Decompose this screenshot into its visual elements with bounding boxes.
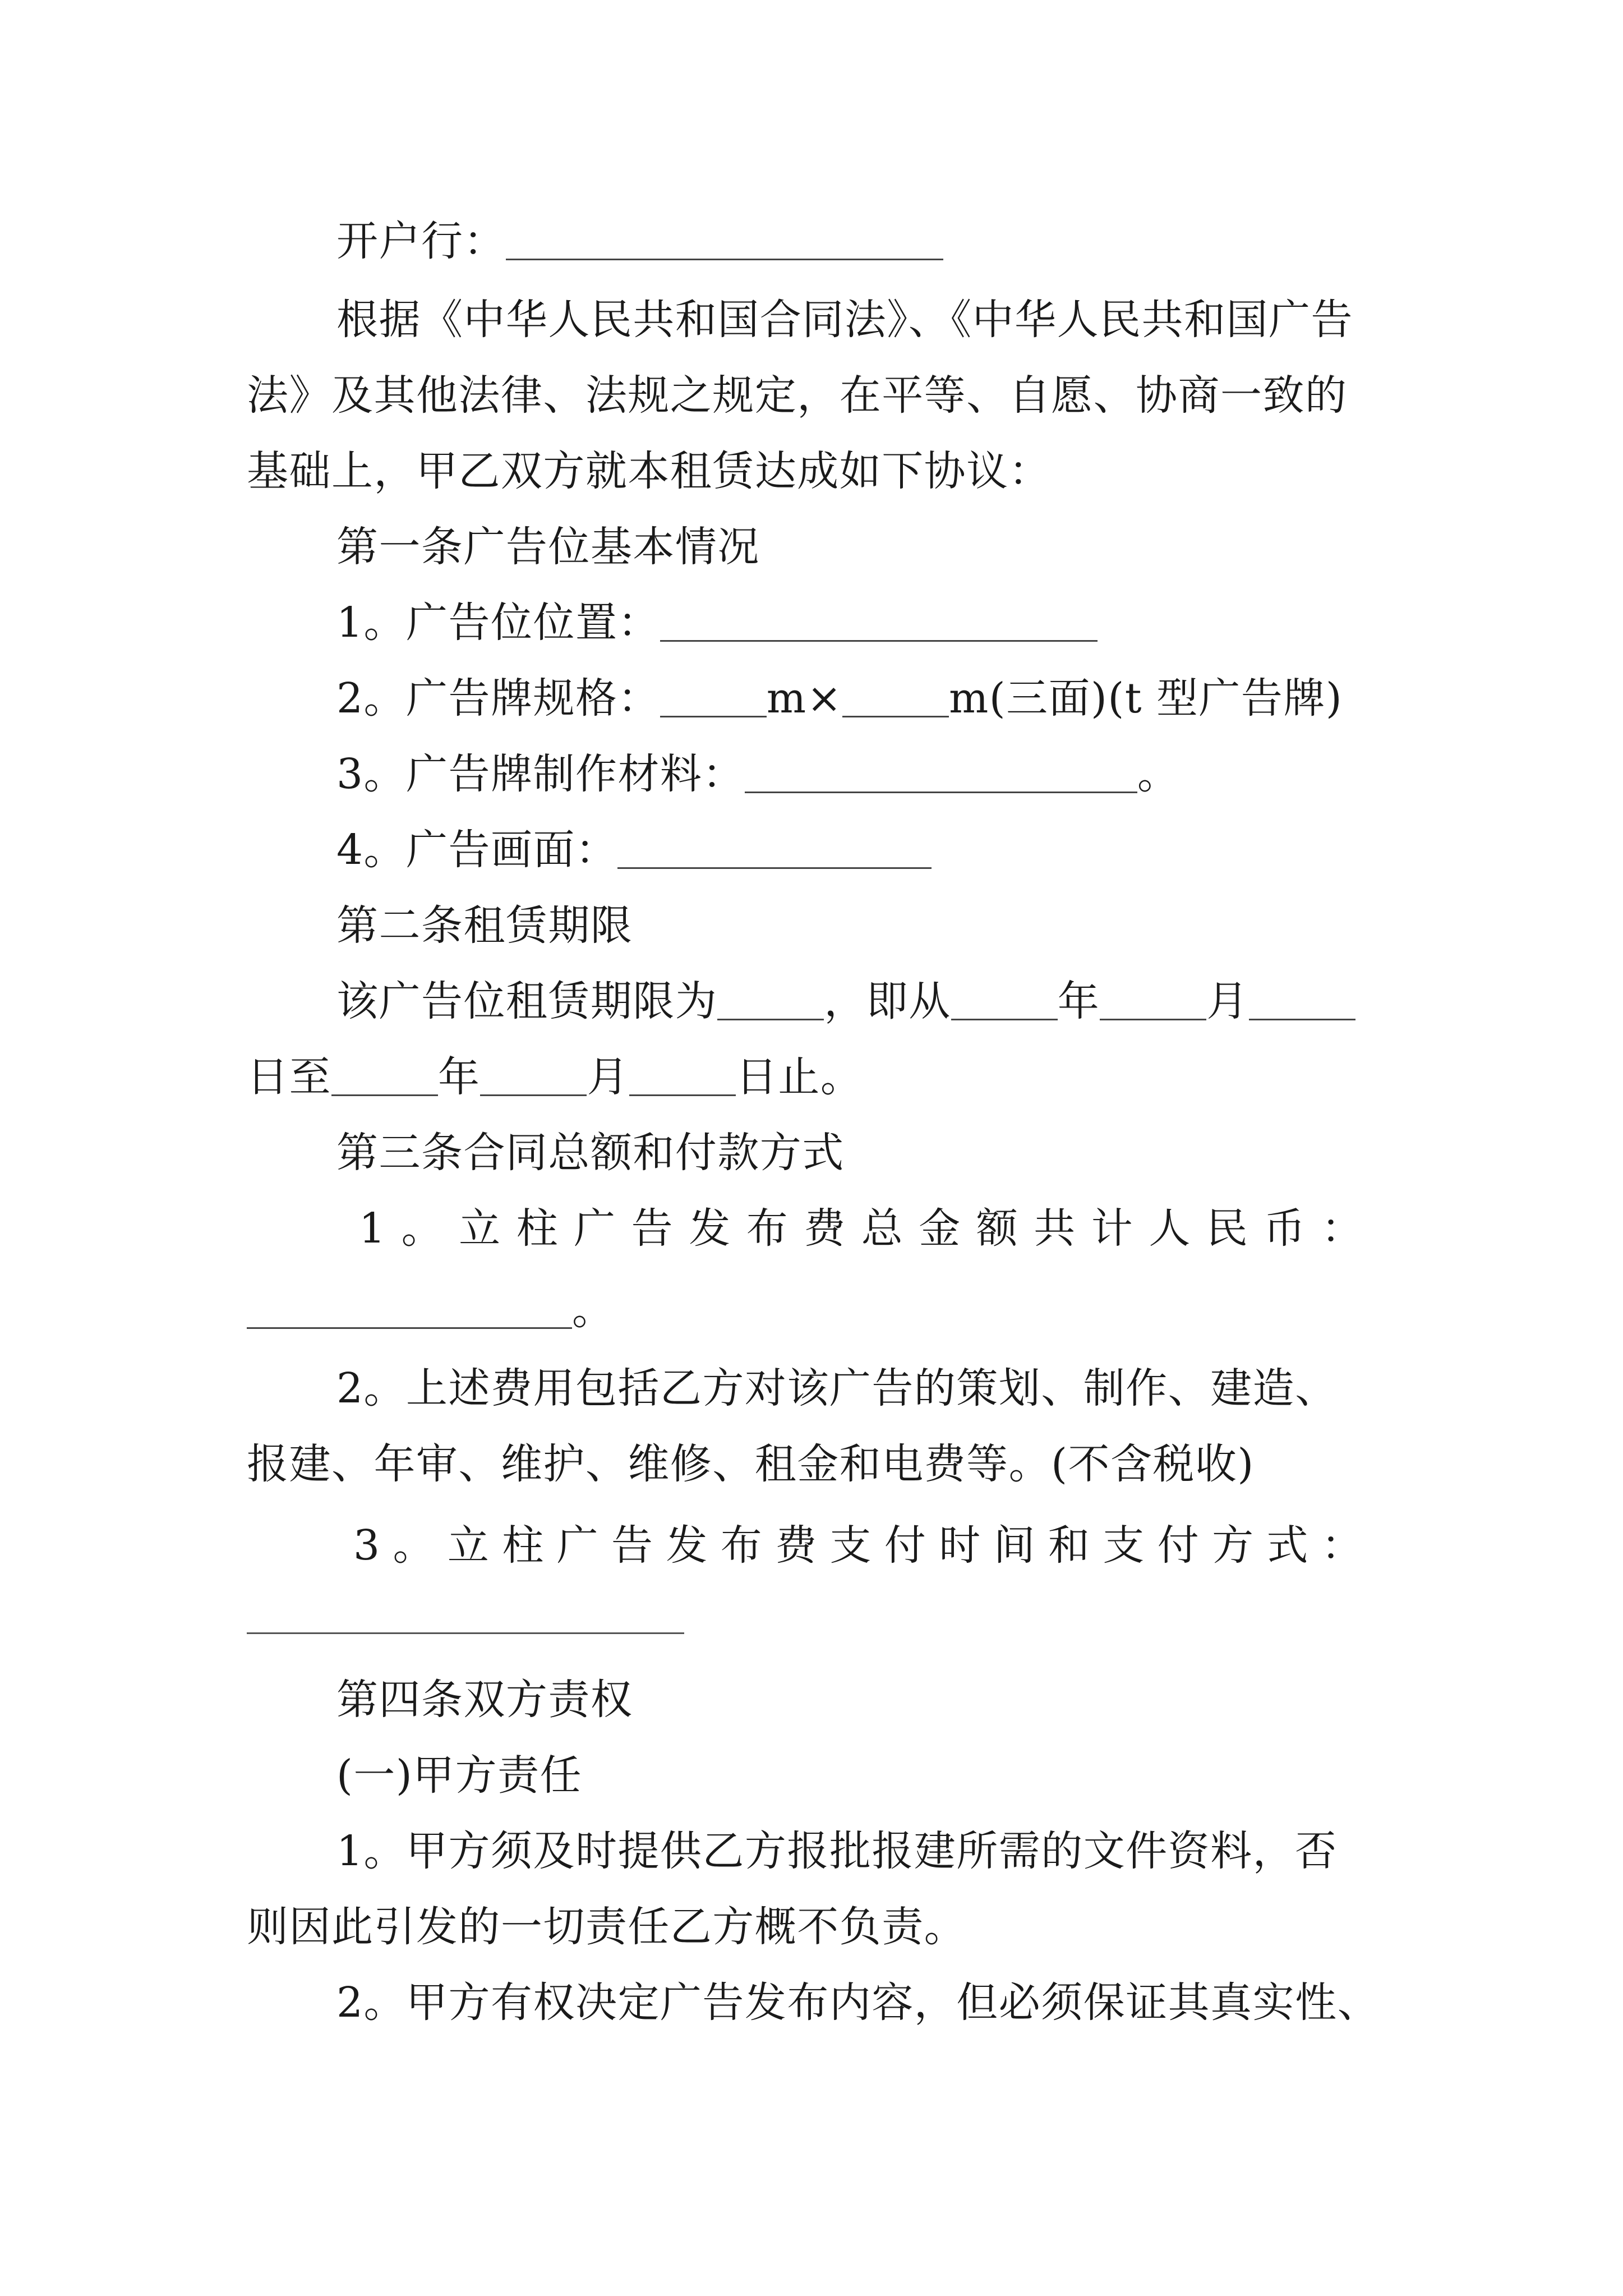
item-label: 1。广告位位置： [336, 599, 660, 647]
article-heading: 第四条双方责权 [336, 1676, 633, 1724]
justified-char: 支 [1103, 1521, 1145, 1570]
justified-char: 广 [574, 1204, 616, 1253]
justified-char: 总 [861, 1204, 903, 1253]
list-item [336, 670, 1343, 726]
justified-line [353, 1517, 1363, 1573]
item-text: 该广告位租赁期限为 [336, 977, 718, 1025]
item-label: 2。广告牌规格： [336, 674, 660, 723]
month-blank [1100, 979, 1206, 1020]
justified-char: 。 [401, 1204, 443, 1253]
justified-char: ： [1321, 1204, 1363, 1253]
justified-char: 额 [976, 1204, 1018, 1253]
bank-blank [506, 219, 943, 260]
justified-char: 广 [556, 1521, 598, 1570]
paragraph-line: 1。甲方须及时提供乙方报批报建所需的文件资料，否 [336, 1827, 1338, 1875]
justified-char: 方 [1212, 1521, 1254, 1570]
justified-char: 人 [1149, 1204, 1191, 1253]
item-text: 年 [1057, 977, 1100, 1025]
list-item [336, 746, 1179, 802]
justified-char: 金 [919, 1204, 961, 1253]
location-blank [660, 601, 1098, 642]
justified-char: 立 [447, 1521, 489, 1570]
paragraph-line: 2。甲方有权决定广告发布内容，但必须保证其真实性、 [336, 1978, 1380, 2027]
justified-char: 时 [939, 1521, 981, 1570]
bank-label: 开户行： [336, 217, 506, 265]
month-blank [480, 1055, 587, 1096]
section-heading: (一)甲方责任 [336, 1751, 583, 1800]
item-text: 。 [1137, 750, 1180, 798]
justified-char: 柱 [516, 1204, 558, 1253]
paragraph-line: 则因此引发的一切责任乙方概不负责。 [247, 1903, 967, 1951]
justified-char: 民 [1206, 1204, 1248, 1253]
justified-char: 3 [353, 1521, 380, 1570]
justified-char: 付 [1157, 1521, 1199, 1570]
paragraph-line: 基础上，甲乙双方就本租赁达成如下协议： [247, 447, 1052, 495]
item-text: m(三面)(t 型广告牌) [949, 674, 1343, 723]
justified-char: 费 [804, 1204, 846, 1253]
justified-char: 布 [720, 1521, 762, 1570]
item-label: 3。广告牌制作材料： [336, 750, 745, 798]
paragraph-line [247, 1049, 863, 1105]
justified-line [359, 1200, 1363, 1257]
paragraph-line [336, 973, 1355, 1029]
term-blank [717, 979, 824, 1020]
material-blank [745, 752, 1137, 793]
item-text: 。 [572, 1286, 615, 1334]
justified-char: 发 [666, 1521, 708, 1570]
item-text: 月 [1206, 977, 1249, 1025]
article-heading: 第三条合同总额和付款方式 [336, 1129, 845, 1177]
justified-char: 币 [1264, 1204, 1306, 1253]
justified-char: 式 [1266, 1521, 1308, 1570]
justified-char: 付 [884, 1521, 926, 1570]
justified-char: 计 [1091, 1204, 1133, 1253]
paragraph-line [247, 1282, 614, 1338]
paragraph-line: 2。上述费用包括乙方对该广告的策划、制作、建造、 [336, 1364, 1338, 1412]
justified-char: ： [1321, 1521, 1363, 1570]
item-text: m× [766, 674, 843, 723]
justified-char: 共 [1034, 1204, 1076, 1253]
item-text: 日至 [247, 1053, 331, 1101]
justified-char: 。 [393, 1521, 435, 1570]
item-text: ，即从 [824, 977, 951, 1025]
day-blank [1249, 979, 1355, 1020]
justified-char: 1 [359, 1204, 386, 1253]
item-text: 月 [587, 1053, 629, 1101]
article-heading: 第二条租赁期限 [336, 901, 633, 950]
justified-char: 发 [689, 1204, 731, 1253]
justified-char: 和 [1048, 1521, 1090, 1570]
paragraph-line: 法》及其他法律、法规之规定，在平等、自愿、协商一致的 [247, 371, 1348, 420]
height-blank [842, 677, 949, 717]
justified-char: 支 [829, 1521, 872, 1570]
justified-char: 柱 [502, 1521, 544, 1570]
paragraph-line: 报建、年审、维护、维修、租金和电费等。(不含税收) [247, 1440, 1255, 1488]
article-heading: 第一条广告位基本情况 [336, 523, 760, 571]
list-item [336, 822, 932, 878]
year-blank [331, 1055, 438, 1096]
image-blank [617, 828, 932, 869]
paragraph-line: 根据《中华人民共和国合同法》、《中华人民共和国广告 [336, 296, 1353, 344]
justified-char: 告 [631, 1204, 673, 1253]
bank-line [336, 213, 943, 269]
payment-blank [247, 1632, 684, 1634]
year-blank [951, 979, 1058, 1020]
justified-char: 立 [459, 1204, 501, 1253]
amount-blank [247, 1288, 572, 1329]
width-blank [660, 677, 767, 717]
justified-char: 费 [775, 1521, 817, 1570]
justified-char: 布 [746, 1204, 788, 1253]
day-blank [629, 1055, 736, 1096]
justified-char: 告 [611, 1521, 653, 1570]
justified-char: 间 [993, 1521, 1035, 1570]
item-label: 4。广告画面： [336, 826, 618, 874]
item-text: 年 [437, 1053, 481, 1101]
list-item [336, 595, 1098, 651]
item-text: 日止。 [735, 1053, 863, 1101]
